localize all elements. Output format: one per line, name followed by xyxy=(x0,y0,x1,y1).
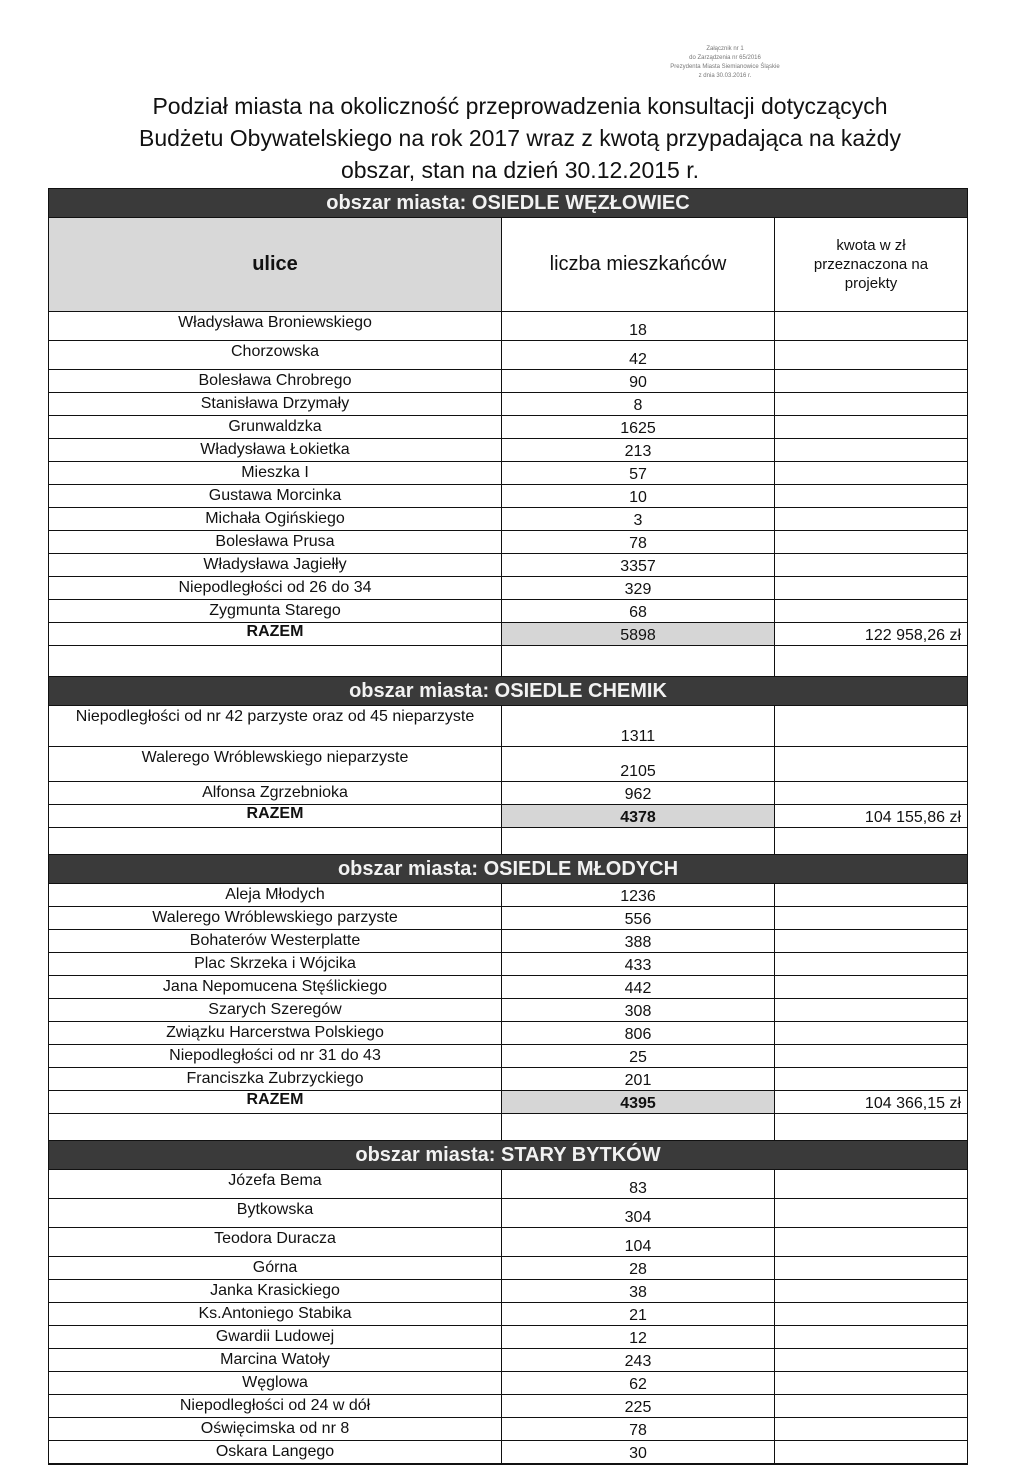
table-row xyxy=(49,1395,967,1418)
spacer-cell xyxy=(502,1114,775,1140)
street-cell: Niepodległości od nr 42 parzyste oraz od 45 nieparzyste xyxy=(49,706,502,746)
street-cell: Michała Ogińskiego xyxy=(49,508,502,530)
amount-cell xyxy=(775,930,967,952)
street-cell: Władysława Broniewskiego xyxy=(49,312,502,340)
street-cell: Bytkowska xyxy=(49,1199,502,1227)
street-cell: Franciszka Zubrzyckiego xyxy=(49,1068,502,1090)
table-row xyxy=(49,577,967,600)
residents-cell: 1625 xyxy=(502,416,775,438)
residents-cell: 30 xyxy=(502,1441,775,1463)
street-cell: Władysława Łokietka xyxy=(49,439,502,461)
note-line-2: do Zarządzenia nr 65/2016 xyxy=(689,55,761,61)
table-row xyxy=(49,485,967,508)
street-cell: Związku Harcerstwa Polskiego xyxy=(49,1022,502,1044)
total-residents: 4378 xyxy=(502,805,775,827)
total-row xyxy=(49,1091,967,1114)
table-row xyxy=(49,1045,967,1068)
table-row xyxy=(49,341,967,370)
title-line-1: Podział miasta na okoliczność przeprowadzenia konsultacji dotyczących xyxy=(152,93,888,119)
residents-cell: 329 xyxy=(502,577,775,599)
street-cell: Górna xyxy=(49,1257,502,1279)
amount-cell xyxy=(775,1418,967,1440)
amount-cell xyxy=(775,1022,967,1044)
table-row xyxy=(49,1170,967,1199)
total-amount: 122 958,26 zł xyxy=(864,627,961,644)
street-cell: Bohaterów Westerplatte xyxy=(49,930,502,952)
header-amount-line-3: projekty xyxy=(844,275,898,292)
amount-cell xyxy=(775,600,967,622)
street-cell: Zygmunta Starego xyxy=(49,600,502,622)
table-row xyxy=(49,1418,967,1441)
residents-cell: 104 xyxy=(502,1228,775,1256)
amount-cell xyxy=(775,884,967,906)
residents-cell: 433 xyxy=(502,953,775,975)
amount-cell xyxy=(775,370,967,392)
spacer-cell xyxy=(49,1114,502,1140)
street-cell: Gustawa Morcinka xyxy=(49,485,502,507)
residents-cell: 1311 xyxy=(502,706,775,746)
residents-cell: 78 xyxy=(502,1418,775,1440)
area-header: obszar miasta: OSIEDLE MŁODYCH xyxy=(49,855,967,884)
amount-cell xyxy=(775,577,967,599)
street-cell: Bolesława Prusa xyxy=(49,531,502,553)
table-row xyxy=(49,1349,967,1372)
table-row xyxy=(49,370,967,393)
amount-cell xyxy=(775,341,967,369)
table-row xyxy=(49,508,967,531)
residents-cell: 201 xyxy=(502,1068,775,1090)
residents-cell: 38 xyxy=(502,1280,775,1302)
street-cell: Niepodległości od 26 do 34 xyxy=(49,577,502,599)
amount-cell xyxy=(775,312,967,340)
total-row xyxy=(49,805,967,828)
street-cell: Bolesława Chrobrego xyxy=(49,370,502,392)
header-streets-label: ulice xyxy=(252,253,298,275)
residents-cell: 78 xyxy=(502,531,775,553)
residents-cell: 962 xyxy=(502,782,775,804)
residents-cell: 62 xyxy=(502,1372,775,1394)
street-cell: Alfonsa Zgrzebnioka xyxy=(49,782,502,804)
amount-cell xyxy=(775,416,967,438)
amount-cell xyxy=(775,1068,967,1090)
section-spacer xyxy=(49,646,967,677)
residents-cell: 12 xyxy=(502,1326,775,1348)
table-row xyxy=(49,600,967,623)
table-row xyxy=(49,953,967,976)
total-residents: 4395 xyxy=(502,1091,775,1113)
area-header: obszar miasta: STARY BYTKÓW xyxy=(49,1141,967,1170)
street-cell: Gwardii Ludowej xyxy=(49,1326,502,1348)
amount-cell xyxy=(775,999,967,1021)
residents-cell: 28 xyxy=(502,1257,775,1279)
amount-cell xyxy=(775,953,967,975)
table-row xyxy=(49,554,967,577)
amount-cell xyxy=(775,1372,967,1394)
amount-cell xyxy=(775,554,967,576)
residents-cell: 57 xyxy=(502,462,775,484)
amount-cell xyxy=(775,1326,967,1348)
residents-cell: 213 xyxy=(502,439,775,461)
section-spacer xyxy=(49,828,967,855)
note-line-4: z dnia 30.03.2016 r. xyxy=(698,73,752,79)
street-cell: Plac Skrzeka i Wójcika xyxy=(49,953,502,975)
residents-cell: 3 xyxy=(502,508,775,530)
amount-cell xyxy=(775,1045,967,1067)
residents-cell: 3357 xyxy=(502,554,775,576)
total-amount: 104 155,86 zł xyxy=(864,809,961,826)
header-streets xyxy=(49,218,502,311)
residents-cell: 243 xyxy=(502,1349,775,1371)
amount-cell xyxy=(775,706,967,746)
spacer-cell xyxy=(49,828,502,854)
header-amount-line-1: kwota w zł xyxy=(836,237,906,254)
amount-cell xyxy=(775,747,967,781)
residents-cell: 388 xyxy=(502,930,775,952)
street-cell: Walerego Wróblewskiego nieparzyste xyxy=(49,747,502,781)
amount-cell xyxy=(775,439,967,461)
street-cell: Józefa Bema xyxy=(49,1170,502,1198)
area-header: obszar miasta: OSIEDLE CHEMIK xyxy=(49,677,967,706)
spacer-cell xyxy=(502,646,775,676)
table-row xyxy=(49,907,967,930)
street-cell: Oświęcimska od nr 8 xyxy=(49,1418,502,1440)
table-row xyxy=(49,1199,967,1228)
street-cell: Walerego Wróblewskiego parzyste xyxy=(49,907,502,929)
street-cell: Ks.Antoniego Stabika xyxy=(49,1303,502,1325)
amount-cell xyxy=(775,508,967,530)
table-row xyxy=(49,1280,967,1303)
total-label: RAZEM xyxy=(49,1091,502,1113)
amount-cell xyxy=(775,1303,967,1325)
residents-cell: 25 xyxy=(502,1045,775,1067)
street-cell: Władysława Jagiełły xyxy=(49,554,502,576)
table-row xyxy=(49,976,967,999)
table-row xyxy=(49,1326,967,1349)
residents-cell: 68 xyxy=(502,600,775,622)
table-row xyxy=(49,1257,967,1280)
table-row xyxy=(49,393,967,416)
residents-cell: 90 xyxy=(502,370,775,392)
residents-cell: 18 xyxy=(502,312,775,340)
area-header: obszar miasta: OSIEDLE WĘZŁOWIEC xyxy=(49,189,967,218)
residents-cell: 442 xyxy=(502,976,775,998)
street-cell: Oskara Langego xyxy=(49,1441,502,1463)
residents-cell: 556 xyxy=(502,907,775,929)
note-line-1: Załącznik nr 1 xyxy=(706,46,744,52)
residents-cell: 83 xyxy=(502,1170,775,1198)
amount-cell xyxy=(775,1280,967,1302)
residents-cell: 225 xyxy=(502,1395,775,1417)
title-line-3: obszar, stan na dzień 30.12.2015 r. xyxy=(340,157,700,183)
amount-cell xyxy=(775,976,967,998)
table-row xyxy=(49,999,967,1022)
street-cell: Janka Krasickiego xyxy=(49,1280,502,1302)
amount-cell xyxy=(775,1257,967,1279)
table-row xyxy=(49,462,967,485)
header-amount xyxy=(775,218,967,311)
budget-table xyxy=(48,188,968,1465)
amount-cell xyxy=(775,782,967,804)
amount-cell xyxy=(775,1395,967,1417)
residents-cell: 1236 xyxy=(502,884,775,906)
note-line-3: Prezydenta Miasta Siemianowice Śląskie xyxy=(670,64,780,70)
header-amount-line-2: przeznaczona na xyxy=(813,256,929,273)
table-row xyxy=(49,782,967,805)
column-headers xyxy=(49,218,967,312)
table-row xyxy=(49,439,967,462)
section-spacer xyxy=(49,1114,967,1141)
street-cell: Stanisława Drzymały xyxy=(49,393,502,415)
total-row xyxy=(49,623,967,646)
amount-cell xyxy=(775,1170,967,1198)
street-cell: Aleja Młodych xyxy=(49,884,502,906)
table-row xyxy=(49,1441,967,1464)
table-row xyxy=(49,1022,967,1045)
table-row xyxy=(49,416,967,439)
amount-cell xyxy=(775,462,967,484)
street-cell: Jana Nepomucena Stęślickiego xyxy=(49,976,502,998)
residents-cell: 10 xyxy=(502,485,775,507)
street-cell: Grunwaldzka xyxy=(49,416,502,438)
street-cell: Chorzowska xyxy=(49,341,502,369)
title-line-2: Budżetu Obywatelskiego na rok 2017 wraz z kwotą przypadająca na każdy xyxy=(139,125,901,151)
residents-cell: 304 xyxy=(502,1199,775,1227)
amount-cell xyxy=(775,1199,967,1227)
residents-cell: 308 xyxy=(502,999,775,1021)
total-label: RAZEM xyxy=(49,805,502,827)
amount-cell xyxy=(775,393,967,415)
table-row xyxy=(49,930,967,953)
amount-cell xyxy=(775,1441,967,1463)
attachment-note xyxy=(560,45,890,81)
residents-cell: 8 xyxy=(502,393,775,415)
street-cell: Marcina Watoły xyxy=(49,1349,502,1371)
spacer-cell xyxy=(49,646,502,676)
table-row xyxy=(49,312,967,341)
street-cell: Niepodległości od nr 31 do 43 xyxy=(49,1045,502,1067)
residents-cell: 21 xyxy=(502,1303,775,1325)
amount-cell xyxy=(775,531,967,553)
street-cell: Szarych Szeregów xyxy=(49,999,502,1021)
table-row xyxy=(49,706,967,747)
residents-cell: 806 xyxy=(502,1022,775,1044)
total-amount: 104 366,15 zł xyxy=(864,1095,961,1112)
amount-cell xyxy=(775,1228,967,1256)
street-cell: Niepodległości od 24 w dół xyxy=(49,1395,502,1417)
residents-cell: 2105 xyxy=(502,747,775,781)
table-row xyxy=(49,884,967,907)
header-residents: liczba mieszkańców xyxy=(502,218,775,311)
residents-cell: 42 xyxy=(502,341,775,369)
table-row xyxy=(49,531,967,554)
total-label: RAZEM xyxy=(49,623,502,645)
street-cell: Węglowa xyxy=(49,1372,502,1394)
amount-cell xyxy=(775,1349,967,1371)
total-residents: 5898 xyxy=(502,623,775,645)
spacer-cell xyxy=(502,828,775,854)
street-cell: Mieszka I xyxy=(49,462,502,484)
street-cell: Teodora Duracza xyxy=(49,1228,502,1256)
amount-cell xyxy=(775,485,967,507)
table-row xyxy=(49,747,967,782)
table-row xyxy=(49,1068,967,1091)
amount-cell xyxy=(775,907,967,929)
table-row xyxy=(49,1303,967,1326)
document-title xyxy=(60,90,980,186)
table-row xyxy=(49,1372,967,1395)
table-row xyxy=(49,1228,967,1257)
